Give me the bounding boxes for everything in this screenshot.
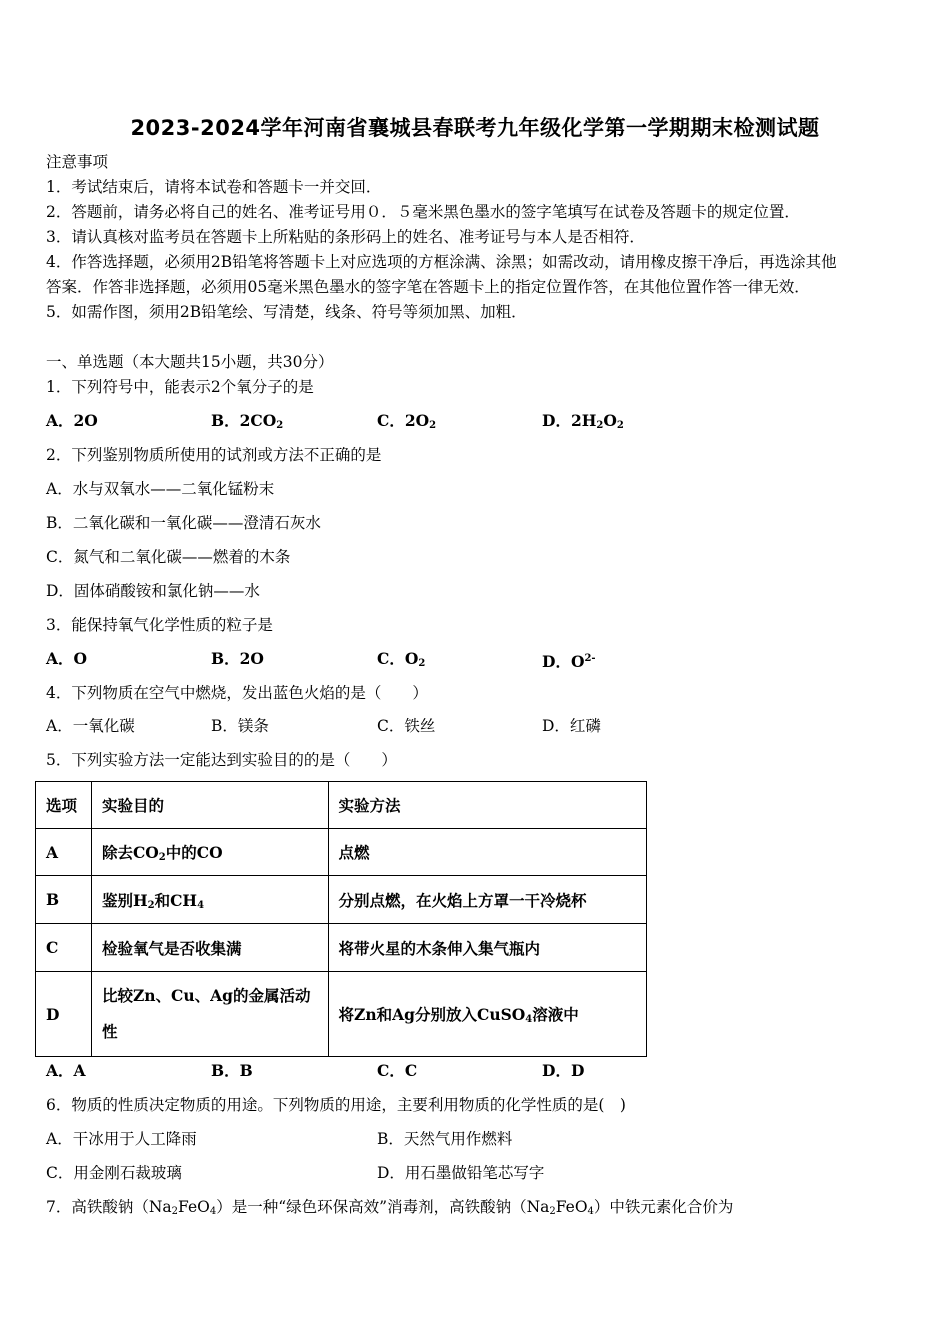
q2-option-c: C．氮气和二氧化碳——燃着的木条 [46, 548, 291, 566]
table-cell: 检验氧气是否收集满 [91, 924, 328, 972]
table-row [36, 876, 647, 924]
notice-item: 答案．作答非选择题，必须用05毫米黑色墨水的签字笔在答题卡上的指定位置作答，在其他位置作答一律无效． [46, 278, 810, 296]
q4-option-a: A．一氧化碳 [46, 717, 135, 735]
q3-option-a: A．O [46, 649, 88, 668]
question-6-stem: 6．物质的性质决定物质的用途。下列物质的用途，主要利用物质的化学性质的是( ) [46, 1096, 626, 1114]
question-3-stem: 3．能保持氧气化学性质的粒子是 [46, 616, 273, 634]
section-heading: 一、单选题（本大题共15小题，共30分） [46, 353, 334, 371]
q5-option-b: B．B [211, 1061, 253, 1080]
q5-table [35, 781, 647, 1057]
table-header-cell: 实验目的 [91, 782, 328, 829]
q3-option-b: B．2O [211, 649, 264, 668]
notice-item: 5．如需作图，须用2B铅笔绘、写清楚，线条、符号等须加黑、加粗． [46, 303, 527, 321]
table-cell: 将带火星的木条伸入集气瓶内 [328, 924, 646, 972]
table-cell: 将Zn和Ag分别放入CuSO$_4$溶液中 [328, 972, 646, 1057]
table-cell: A [36, 829, 92, 876]
table-cell: 点燃 [328, 829, 646, 876]
notice-heading: 注意事项 [46, 153, 109, 171]
table-header-cell: 选项 [36, 782, 92, 829]
page-title: 2023-2024学年河南省襄城县春联考九年级化学第一学期期末检测试题 [130, 116, 820, 140]
question-7-stem: 7．高铁酸钠$(Na_2FeO_4)$是一种“绿色环保高效”消毒剂，高铁酸钠$(Na_2FeO_4)$中铁元素化合价为 [46, 1198, 734, 1217]
table-cell [91, 972, 328, 1057]
q4-option-d: D．红磷 [542, 717, 601, 735]
notice-item: 1．考试结束后，请将本试卷和答题卡一并交回． [46, 178, 382, 196]
question-2-stem: 2．下列鉴别物质所使用的试剂或方法不正确的是 [46, 446, 382, 464]
notice-item: 3．请认真核对监考员在答题卡上所粘贴的条形码上的姓名、准考证号与本人是否相符． [46, 228, 645, 246]
table-cell: C [36, 924, 92, 972]
table-cell: 鉴别$H_2$和$CH_4$ [91, 876, 328, 924]
table-header-cell: 实验方法 [328, 782, 646, 829]
goal-line: 性 [101, 1022, 118, 1041]
table-row [36, 924, 647, 972]
q6-option-d: D．用石墨做铅笔芯写字 [377, 1164, 545, 1182]
notice-item: 4．作答选择题，必须用2B铅笔将答题卡上对应选项的方框涂满、涂黑；如需改动，请用橡皮擦干净后，再选涂其他 [46, 253, 837, 271]
q2-option-a: A．水与双氧水——二氧化锰粉末 [46, 480, 275, 498]
question-4-stem: 4．下列物质在空气中燃烧，发出蓝色火焰的是（ ） [46, 684, 428, 702]
q1-option-c: C．$2O_2$ [377, 411, 437, 431]
q1-option-d: D．$2H_2O_2$ [542, 411, 624, 431]
table-cell: D [36, 972, 92, 1057]
notice-item: 2．答题前，请务必将自己的姓名、准考证号用０．５毫米黑色墨水的签字笔填写在试卷及答题卡的规定位置． [46, 203, 800, 221]
q6-option-b: B．天然气用作燃料 [377, 1130, 513, 1148]
table-cell: 除去$CO_2$中的CO [91, 829, 328, 876]
q3-option-c: C．$O_2$ [377, 649, 426, 669]
q3-option-d: D．$O^{2-}$ [542, 652, 596, 672]
q5-option-a: A．A [46, 1061, 86, 1080]
q5-option-d: D．D [542, 1061, 585, 1080]
table-row [36, 829, 647, 876]
table-header-row [36, 782, 647, 829]
q4-option-b: B．镁条 [211, 717, 269, 735]
question-1-stem: 1．下列符号中，能表示2个氧分子的是 [46, 378, 314, 396]
q2-option-d: D．固体硝酸铵和氯化钠——水 [46, 582, 260, 600]
q2-option-b: B．二氧化碳和一氧化碳——澄清石灰水 [46, 514, 321, 532]
q6-option-c: C．用金刚石裁玻璃 [46, 1164, 182, 1182]
q4-option-c: C．铁丝 [377, 717, 436, 735]
question-5-stem: 5．下列实验方法一定能达到实验目的的是（ ） [46, 751, 397, 769]
q1-option-a: A．2O [46, 411, 98, 430]
q6-option-a: A．干冰用于人工降雨 [46, 1130, 197, 1148]
table-cell: B [36, 876, 92, 924]
table-row [36, 972, 647, 1057]
q1-option-b: B．$2CO_2$ [211, 411, 284, 431]
goal-line: 比较Zn、Cu、Ag的金属活动 [101, 986, 311, 1005]
q5-option-c: C．C [377, 1061, 418, 1080]
table-cell: 分别点燃，在火焰上方罩一干冷烧杯 [328, 876, 646, 924]
